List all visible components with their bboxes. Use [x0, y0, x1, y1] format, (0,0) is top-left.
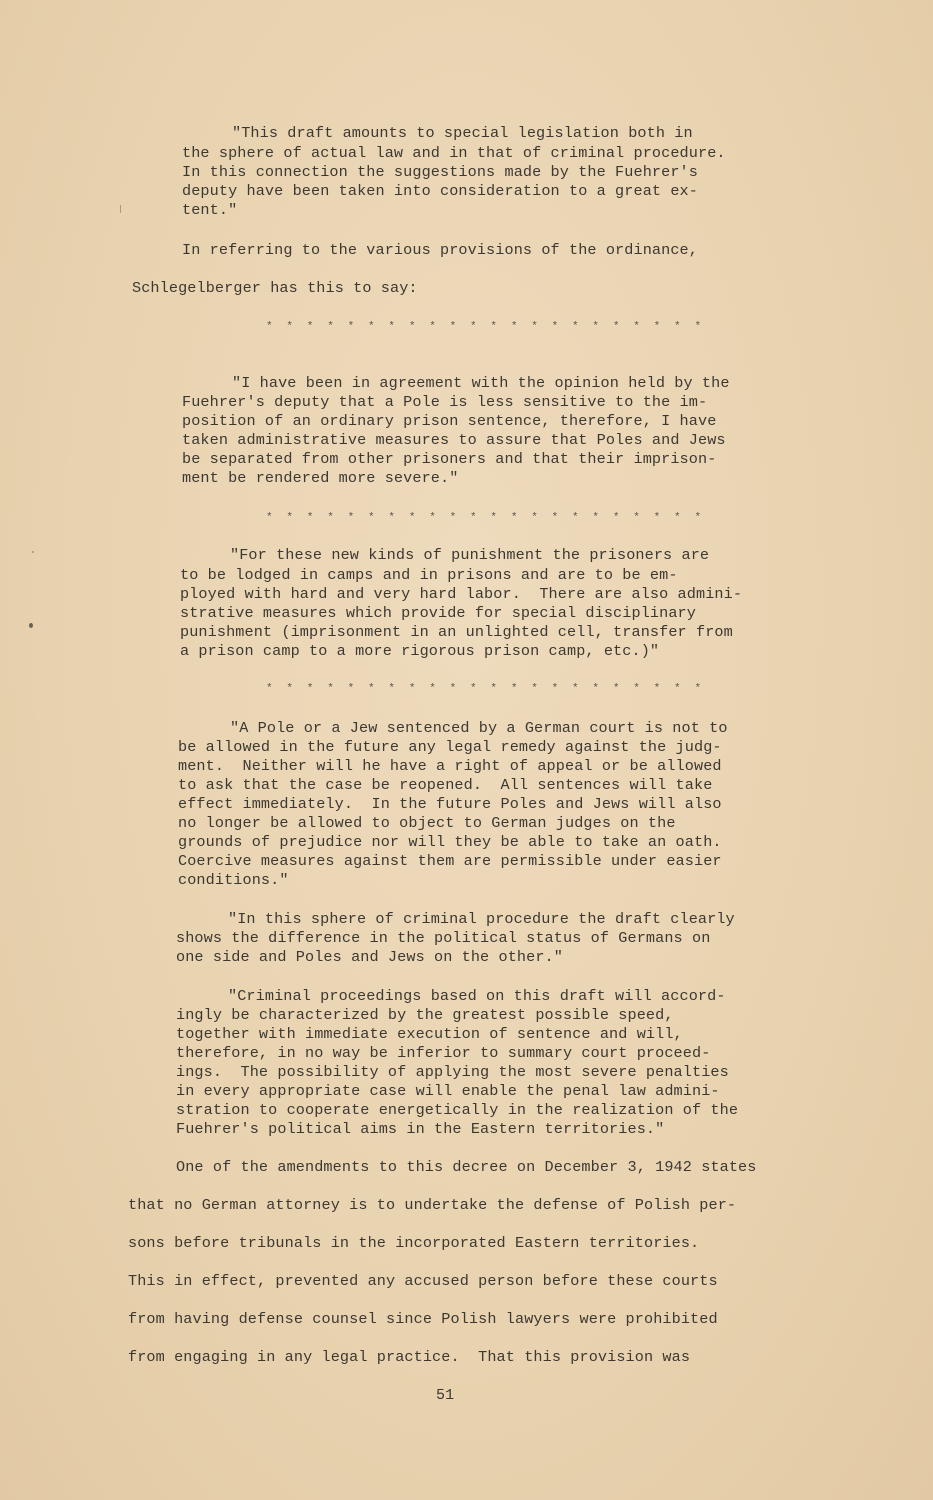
block1-line: tent." — [182, 201, 238, 219]
para1-line: In referring to the various provisions of the ordinance, — [182, 241, 698, 259]
para1-line: Schlegelberger has this to say: — [132, 279, 418, 297]
para2-line: from engaging in any legal practice. That this provision was — [128, 1348, 691, 1366]
page-number: 51 — [436, 1387, 455, 1404]
para2-line: that no German attorney is to undertake the defense of Polish per- — [128, 1196, 737, 1214]
separator-stars: * * * * * * * * * * * * * * * * * * * * * * — [266, 512, 705, 524]
block3-line: ployed with hard and very hard labor. There are also admini- — [180, 585, 743, 603]
block4-line: effect immediately. In the future Poles and Jews will also — [178, 795, 722, 813]
block3-line: strative measures which provide for special disciplinary — [180, 604, 696, 622]
block2-line: Fuehrer's deputy that a Pole is less sensitive to the im- — [182, 393, 708, 411]
block2-line: ment be rendered more severe." — [182, 469, 459, 487]
block6-line: in every appropriate case will enable the penal law admini- — [176, 1082, 720, 1100]
para2-line: One of the amendments to this decree on December 3, 1942 states — [176, 1158, 757, 1176]
para2-line: This in effect, prevented any accused person before these courts — [128, 1272, 718, 1290]
block4-line: grounds of prejudice nor will they be able to take an oath. — [178, 833, 722, 851]
para2-line: sons before tribunals in the incorporated Eastern territories. — [128, 1234, 700, 1252]
block2-line: be separated from other prisoners and that their imprison- — [182, 450, 717, 468]
block3-line: punishment (imprisonment in an unlighted cell, transfer from — [180, 623, 733, 641]
block6-line: ingly be characterized by the greatest possible speed, — [176, 1006, 674, 1024]
block3-line: a prison camp to a more rigorous prison camp, etc.)" — [180, 642, 660, 660]
paper-mark — [32, 551, 34, 553]
block6-line: "Criminal proceedings based on this draft will accord- — [228, 987, 726, 1005]
block5-line: "In this sphere of criminal procedure the draft clearly — [228, 910, 735, 928]
block1-line: deputy have been taken into consideration to a great ex- — [182, 182, 698, 200]
block6-line: stration to cooperate energetically in the realization of the — [176, 1101, 739, 1119]
block4-line: be allowed in the future any legal remedy against the judg- — [178, 738, 722, 756]
block6-line: together with immediate execution of sentence and will, — [176, 1025, 683, 1043]
separator-stars: * * * * * * * * * * * * * * * * * * * * * * — [266, 321, 705, 333]
block6-line: Fuehrer's political aims in the Eastern territories." — [176, 1120, 665, 1138]
block4-line: Coercive measures against them are permissible under easier — [178, 852, 722, 870]
paper-mark — [29, 623, 33, 628]
block2-line: taken administrative measures to assure that Poles and Jews — [182, 431, 726, 449]
block5-line: one side and Poles and Jews on the other." — [176, 948, 563, 966]
block4-line: to ask that the case be reopened. All sentences will take — [178, 776, 713, 794]
block4-line: conditions." — [178, 871, 289, 889]
para2-line: from having defense counsel since Polish lawyers were prohibited — [128, 1310, 718, 1328]
block2-line: "I have been in agreement with the opinion held by the — [232, 374, 730, 392]
block3-line: to be lodged in camps and in prisons and are to be em- — [180, 566, 678, 584]
block6-line: therefore, in no way be inferior to summary court proceed- — [176, 1044, 711, 1062]
block6-line: ings. The possibility of applying the most severe penalties — [176, 1063, 729, 1081]
block1-line: In this connection the suggestions made by the Fuehrer's — [182, 163, 698, 181]
block2-line: position of an ordinary prison sentence, therefore, I have — [182, 412, 717, 430]
block5-line: shows the difference in the political status of Germans on — [176, 929, 711, 947]
paper-mark — [120, 205, 121, 213]
separator-stars: * * * * * * * * * * * * * * * * * * * * * * — [266, 683, 705, 695]
block1-line: the sphere of actual law and in that of criminal procedure. — [182, 144, 726, 162]
block4-line: "A Pole or a Jew sentenced by a German court is not to — [230, 719, 728, 737]
block4-line: no longer be allowed to object to German judges on the — [178, 814, 676, 832]
block4-line: ment. Neither will he have a right of appeal or be allowed — [178, 757, 722, 775]
block3-line: "For these new kinds of punishment the prisoners are — [230, 546, 710, 564]
block1-line: "This draft amounts to special legislation both in — [232, 124, 693, 142]
